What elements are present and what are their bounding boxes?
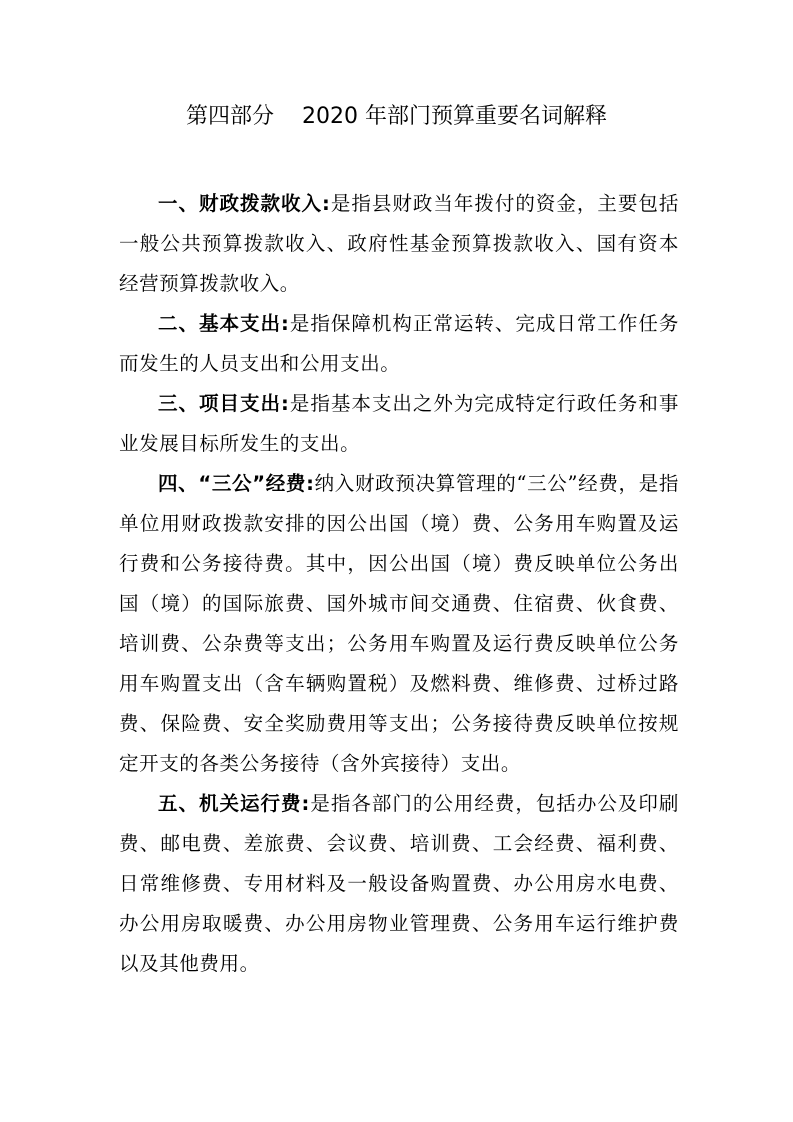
glossary-entry-fiscal-appropriation-income — [119, 184, 679, 304]
title-part: 第四部分 — [186, 104, 275, 129]
entry-term: 三、项目支出: — [158, 392, 290, 415]
entry-term: 四、“三公”经费: — [158, 472, 315, 495]
entry-text: 纳入财政预决算管理的“三公”经费，是指单位用财政拨款安排的因公出国（境）费、公务用车购置及运行费和公务接待费。其中，因公出国（境）费反映单位公务出国（境）的国际旅费、国外城市间交通费、住宿费、伙食费、培训费、公杂费等支出；公务用车购置及运行费反映单位公务用车购置支出（含车辆购置税）及燃料费、维修费、过桥过路费、保险费、安全奖励费用等支出；公务接待费反映单位按规定开支的各类公务接待（含外宾接待）支出。 — [119, 472, 679, 775]
entry-term: 五、机关运行费: — [158, 792, 310, 815]
title-heading: 2020 年部门预算重要名词解释 — [302, 104, 607, 129]
glossary-entry-three-public-expenses — [119, 464, 679, 784]
entry-text: 是指县财政当年拨付的资金，主要包括一般公共预算拨款收入、政府性基金预算拨款收入、国有资本经营预算拨款收入。 — [119, 192, 680, 295]
glossary-entry-project-expenditure — [119, 384, 679, 464]
entry-text: 是指基本支出之外为完成特定行政任务和事业发展目标所发生的支出。 — [119, 392, 679, 455]
glossary-entry-agency-operating-costs — [119, 784, 679, 984]
glossary-entry-basic-expenditure — [119, 304, 679, 384]
entry-term: 二、基本支出: — [158, 312, 290, 335]
entry-text: 是指保障机构正常运转、完成日常工作任务而发生的人员支出和公用支出。 — [119, 312, 679, 375]
entry-term: 一、财政拨款收入: — [158, 192, 331, 215]
glossary-body — [119, 184, 679, 984]
entry-text: 是指各部门的公用经费，包括办公及印刷费、邮电费、差旅费、会议费、培训费、工会经费、福利费、日常维修费、专用材料及一般设备购置费、办公用房水电费、办公用房取暖费、办公用房物业管理费、公务用车运行维护费以及其他费用。 — [119, 792, 679, 975]
page-title — [0, 102, 793, 132]
